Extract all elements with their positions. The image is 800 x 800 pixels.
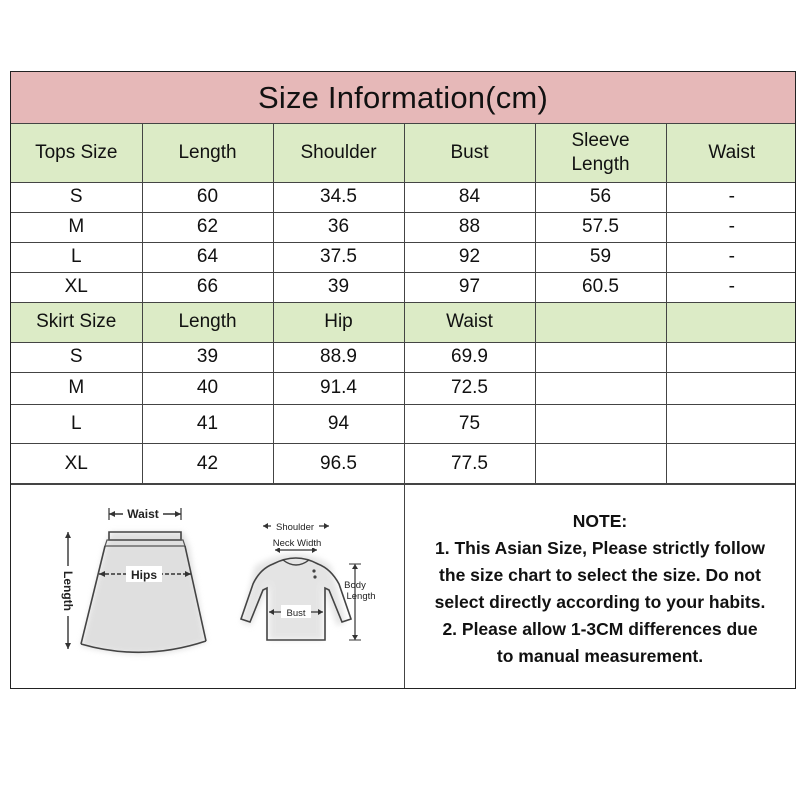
size-table xyxy=(11,124,796,485)
empty-header-cell xyxy=(535,302,666,342)
header-cell: Bust xyxy=(404,124,535,182)
note-heading: NOTE: xyxy=(572,511,628,531)
table-cell: 59 xyxy=(535,242,666,272)
table-cell: 96.5 xyxy=(273,443,404,484)
table-cell: - xyxy=(666,212,796,242)
waist-label: Waist xyxy=(127,507,159,521)
empty-cell xyxy=(535,372,666,404)
empty-cell xyxy=(535,443,666,484)
table-cell: - xyxy=(666,242,796,272)
empty-cell xyxy=(666,443,796,484)
empty-cell xyxy=(666,404,796,443)
header-line: Sleeve xyxy=(571,130,630,151)
table-cell: 64 xyxy=(142,242,273,272)
chart-title: Size Information(cm) xyxy=(11,72,795,124)
table-cell: XL xyxy=(11,443,142,484)
header-cell: Shoulder xyxy=(273,124,404,182)
header-cell-sleeve-length xyxy=(535,124,666,182)
table-row xyxy=(11,342,796,372)
hips-label: Hips xyxy=(130,568,158,582)
note-block xyxy=(405,484,795,689)
header-cell: Skirt Size xyxy=(11,302,142,342)
table-cell: 84 xyxy=(404,182,535,212)
table-cell: 62 xyxy=(142,212,273,242)
note-line: to manual measurement. xyxy=(496,646,704,666)
bust-label: Bust xyxy=(286,608,306,619)
skirt-diagram xyxy=(60,505,206,654)
skirt-header-row xyxy=(11,302,796,342)
table-cell: 77.5 xyxy=(404,443,535,484)
empty-cell xyxy=(666,342,796,372)
table-cell: S xyxy=(11,342,142,372)
length-label: Length xyxy=(61,571,75,611)
table-row xyxy=(11,372,796,404)
measurement-diagram-svg xyxy=(11,484,404,689)
table-cell: 37.5 xyxy=(273,242,404,272)
table-cell: 94 xyxy=(273,404,404,443)
empty-header-cell xyxy=(666,302,796,342)
header-cell: Tops Size xyxy=(11,124,142,182)
table-row xyxy=(11,242,796,272)
table-cell: M xyxy=(11,212,142,242)
table-cell: - xyxy=(666,272,796,302)
table-cell: L xyxy=(11,404,142,443)
table-cell: 42 xyxy=(142,443,273,484)
table-cell: 60.5 xyxy=(535,272,666,302)
table-cell: 92 xyxy=(404,242,535,272)
empty-cell xyxy=(666,372,796,404)
note-line: 1. This Asian Size, Please strictly follow xyxy=(434,538,766,558)
header-cell: Hip xyxy=(273,302,404,342)
table-cell: 41 xyxy=(142,404,273,443)
empty-cell xyxy=(535,342,666,372)
table-row xyxy=(11,212,796,242)
header-cell: Waist xyxy=(666,124,796,182)
table-cell: 57.5 xyxy=(535,212,666,242)
table-row xyxy=(11,182,796,212)
table-cell: 75 xyxy=(404,404,535,443)
table-cell: S xyxy=(11,182,142,212)
size-chart xyxy=(10,71,796,689)
table-cell: M xyxy=(11,372,142,404)
table-cell: - xyxy=(666,182,796,212)
body-length-label: Length xyxy=(346,591,376,602)
table-cell: 72.5 xyxy=(404,372,535,404)
table-cell: XL xyxy=(11,272,142,302)
note-line: select directly according to your habits. xyxy=(434,592,766,612)
table-cell: L xyxy=(11,242,142,272)
note-line: the size chart to select the size. Do not xyxy=(439,565,761,585)
header-cell: Waist xyxy=(404,302,535,342)
table-cell: 91.4 xyxy=(273,372,404,404)
table-cell: 97 xyxy=(404,272,535,302)
table-cell: 39 xyxy=(273,272,404,302)
table-row xyxy=(11,272,796,302)
table-cell: 36 xyxy=(273,212,404,242)
shoulder-label: Shoulder xyxy=(275,522,315,533)
header-cell: Length xyxy=(142,124,273,182)
header-line: Length xyxy=(571,153,630,175)
empty-cell xyxy=(535,404,666,443)
bottom-section xyxy=(11,483,795,689)
table-cell: 39 xyxy=(142,342,273,372)
note-line: 2. Please allow 1-3CM differences due xyxy=(442,619,758,639)
table-cell: 60 xyxy=(142,182,273,212)
body-label: Body xyxy=(344,580,366,591)
table-cell: 34.5 xyxy=(273,182,404,212)
table-cell: 69.9 xyxy=(404,342,535,372)
table-cell: 66 xyxy=(142,272,273,302)
table-cell: 88.9 xyxy=(273,342,404,372)
table-cell: 40 xyxy=(142,372,273,404)
tops-header-row xyxy=(11,124,796,182)
neck-width-label: Neck Width xyxy=(272,538,322,549)
table-row xyxy=(11,404,796,443)
measurement-diagrams xyxy=(11,484,405,689)
table-cell: 56 xyxy=(535,182,666,212)
table-row xyxy=(11,443,796,484)
table-cell: 88 xyxy=(404,212,535,242)
top-diagram xyxy=(241,519,376,640)
header-cell: Length xyxy=(142,302,273,342)
